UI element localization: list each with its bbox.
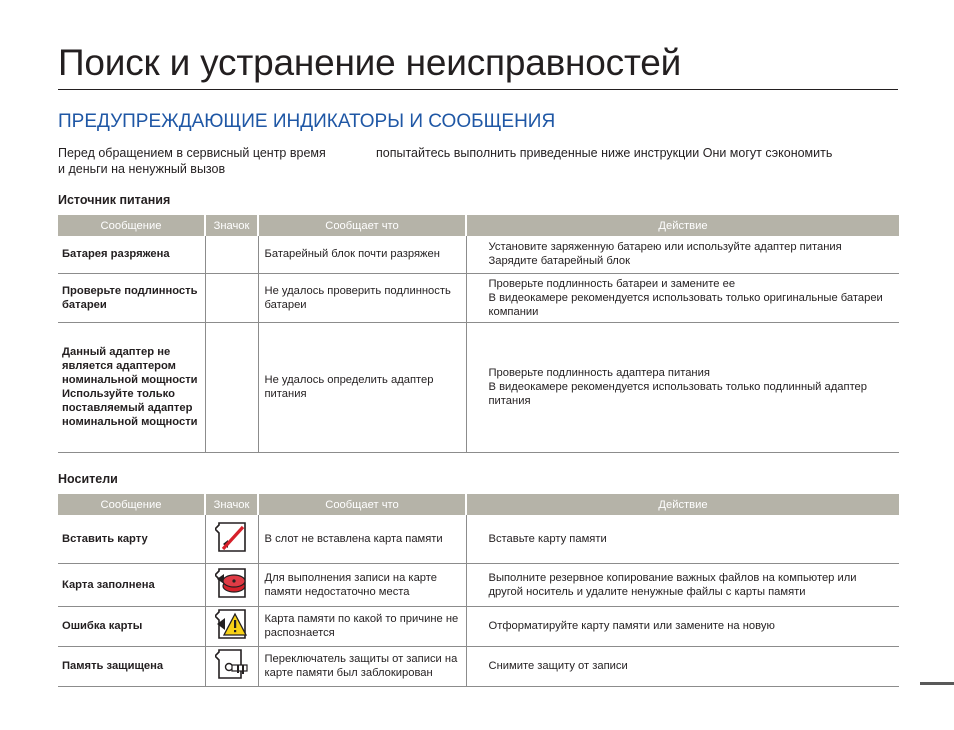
table-row bbox=[58, 273, 899, 322]
message-cell bbox=[58, 322, 205, 452]
message-cell: Вставить карту bbox=[58, 515, 205, 563]
action-cell bbox=[466, 273, 899, 322]
icon-cell bbox=[205, 273, 258, 322]
power-table bbox=[58, 215, 899, 453]
icon-cell bbox=[205, 606, 258, 646]
action-line: Зарядите батарейный блок bbox=[488, 255, 631, 268]
card-error-icon bbox=[215, 608, 249, 640]
message-cell: Память защищена bbox=[58, 646, 205, 686]
card-locked-icon bbox=[215, 648, 249, 680]
card-full-icon bbox=[215, 567, 249, 599]
column-header-message: Сообщение bbox=[58, 494, 205, 515]
icon-cell bbox=[205, 563, 258, 606]
reports-cell: Не удалось проверить подлинность батареи bbox=[258, 273, 466, 322]
action-line: В видеокамере рекомендуется использовать только оригинальные батареи компании bbox=[488, 291, 883, 318]
table-row bbox=[58, 236, 899, 273]
section-subtitle: ПРЕДУПРЕЖДАЮЩИЕ ИНДИКАТОРЫ И СООБЩЕНИЯ bbox=[58, 111, 556, 132]
reports-cell: Для выполнения записи на карте памяти недостаточно места bbox=[258, 563, 466, 606]
no-card-icon bbox=[215, 521, 249, 553]
title-divider bbox=[58, 89, 898, 90]
reports-cell: Не удалось определить адаптер питания bbox=[258, 322, 466, 452]
reports-cell: Батарейный блок почти разряжен bbox=[258, 236, 466, 273]
column-header-reports: Сообщает что bbox=[258, 494, 466, 515]
power-table-header bbox=[58, 215, 899, 236]
icon-cell bbox=[205, 646, 258, 686]
power-section-heading: Источник питания bbox=[58, 193, 171, 207]
column-header-message: Сообщение bbox=[58, 215, 205, 236]
reports-cell: Карта памяти по какой то причине не распознается bbox=[258, 606, 466, 646]
table-row bbox=[58, 322, 899, 452]
column-header-action: Действие bbox=[466, 215, 899, 236]
action-cell: Отформатируйте карту памяти или замените на новую bbox=[466, 606, 899, 646]
media-table bbox=[58, 494, 899, 687]
column-header-reports: Сообщает что bbox=[258, 215, 466, 236]
action-cell: Снимите защиту от записи bbox=[466, 646, 899, 686]
message-cell: Батарея разряжена bbox=[58, 236, 205, 273]
message-line: Используйте только поставляемый адаптер номинальной мощности bbox=[62, 388, 198, 428]
column-header-icon: Значок bbox=[205, 494, 258, 515]
table-row bbox=[58, 606, 899, 646]
icon-cell bbox=[205, 236, 258, 273]
column-header-icon: Значок bbox=[205, 215, 258, 236]
message-cell: Проверьте подлинность батареи bbox=[58, 273, 205, 322]
reports-cell: В слот не вставлена карта памяти bbox=[258, 515, 466, 563]
action-line: Установите заряженную батарею или используйте адаптер питания bbox=[488, 241, 842, 254]
message-cell: Ошибка карты bbox=[58, 606, 205, 646]
reports-cell: Переключатель защиты от записи на карте памяти был заблокирован bbox=[258, 646, 466, 686]
table-row bbox=[58, 646, 899, 686]
table-row bbox=[58, 563, 899, 606]
table-row bbox=[58, 515, 899, 563]
action-cell bbox=[466, 322, 899, 452]
action-line: Проверьте подлинность батареи и замените ее bbox=[488, 277, 736, 290]
message-cell: Карта заполнена bbox=[58, 563, 205, 606]
icon-cell bbox=[205, 515, 258, 563]
message-line: Данный адаптер не является адаптером номинальной мощности bbox=[62, 346, 198, 386]
action-line: Проверьте подлинность адаптера питания bbox=[488, 367, 710, 379]
page-title: Поиск и устранение неисправностей bbox=[58, 42, 682, 83]
action-cell bbox=[466, 236, 899, 273]
icon-cell bbox=[205, 322, 258, 452]
action-cell: Выполните резервное копирование важных файлов на компьютер или другой носитель и удалите ненужные файлы с карты памяти bbox=[466, 563, 899, 606]
media-section-heading: Носители bbox=[58, 472, 118, 486]
action-line: В видеокамере рекомендуется использовать только подлинный адаптер питания bbox=[488, 381, 868, 407]
action-cell: Вставьте карту памяти bbox=[466, 515, 899, 563]
page-edge-marker bbox=[920, 682, 954, 685]
media-table-header bbox=[58, 494, 899, 515]
intro-text-left: Перед обращением в сервисный центр время и деньги на ненужный вызов bbox=[58, 146, 326, 176]
column-header-action: Действие bbox=[466, 494, 899, 515]
intro-text-right: попытайтесь выполнить приведенные ниже инструкции Они могут сэкономить bbox=[376, 146, 833, 160]
